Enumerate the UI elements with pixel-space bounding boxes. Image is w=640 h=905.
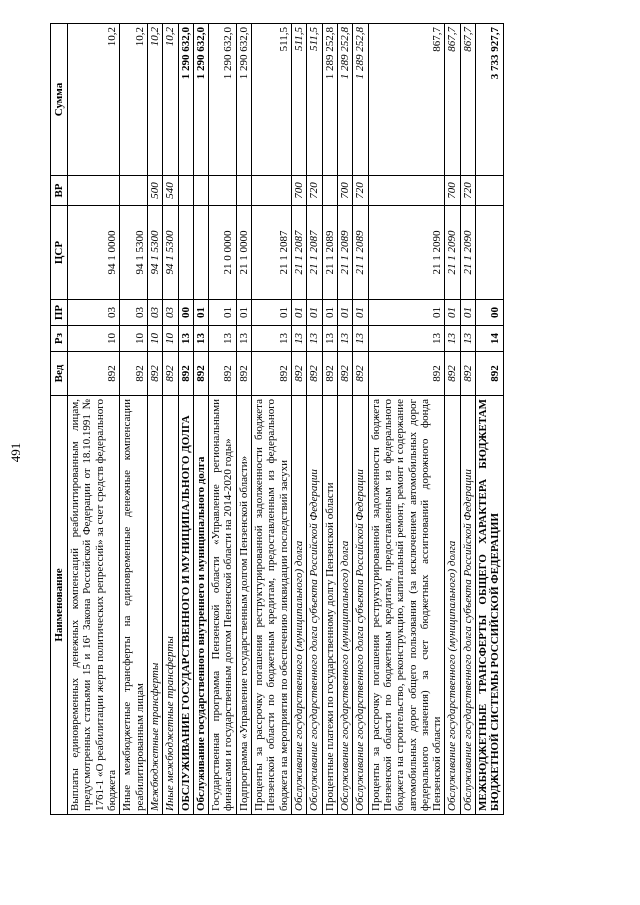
cell-name: Выплаты единовременных денежных компенсаций реабилитированным лицам, предусмотренных статьями 15 и 16¹ Закона Российской Федерации от 18.10.1991 № 1761-1 «О реабилитации жертв политических репрессий» за счет средств федерального бюджета	[68, 396, 120, 815]
cell-ved: 892	[163, 352, 178, 396]
budget-table	[50, 23, 504, 815]
cell-sum: 10,2	[147, 24, 162, 176]
cell-vr	[476, 176, 504, 206]
cell-pr: 03	[120, 300, 148, 326]
cell-name: Обслуживание государственного долга субъекта Российской Федерации	[353, 396, 368, 815]
table-row	[368, 24, 445, 815]
cell-csr: 21 0 0000	[209, 206, 237, 300]
cell-ved: 892	[193, 352, 208, 396]
cell-vr	[193, 176, 208, 206]
header-rz: Рз	[51, 326, 68, 352]
table-row	[178, 24, 193, 815]
cell-sum: 511,5	[252, 24, 292, 176]
cell-csr: 94 1 5300	[163, 206, 178, 300]
header-sum: Сумма	[51, 24, 68, 176]
cell-rz: 13	[353, 326, 368, 352]
cell-name: ОБСЛУЖИВАНИЕ ГОСУДАРСТВЕННОГО И МУНИЦИПАЛЬНОГО ДОЛГА	[178, 396, 193, 815]
cell-name: Обслуживание государственного (муниципального) долга	[292, 396, 307, 815]
cell-vr	[68, 176, 120, 206]
cell-rz: 14	[476, 326, 504, 352]
table-body	[68, 24, 504, 815]
cell-pr: 01	[307, 300, 322, 326]
cell-sum: 867,7	[368, 24, 445, 176]
cell-ved: 892	[178, 352, 193, 396]
cell-pr: 00	[476, 300, 504, 326]
cell-name: Обслуживание государственного внутреннего и муниципального долга	[193, 396, 208, 815]
cell-rz: 13	[178, 326, 193, 352]
cell-csr: 94 1 5300	[147, 206, 162, 300]
cell-rz: 13	[236, 326, 251, 352]
header-csr: ЦСР	[51, 206, 68, 300]
cell-name: Обслуживание государственного (муниципального) долга	[337, 396, 352, 815]
cell-vr: 720	[307, 176, 322, 206]
cell-pr: 01	[353, 300, 368, 326]
cell-csr: 21 1 2087	[307, 206, 322, 300]
table-row	[120, 24, 148, 815]
header-ved: Вед	[51, 352, 68, 396]
cell-name: МЕЖБЮДЖЕТНЫЕ ТРАНСФЕРТЫ ОБЩЕГО ХАРАКТЕРА БЮДЖЕТАМ БЮДЖЕТНОЙ СИСТЕМЫ РОССИЙСКОЙ ФЕДЕРАЦИИ	[476, 396, 504, 815]
cell-vr	[209, 176, 237, 206]
cell-sum: 1 290 632,0	[236, 24, 251, 176]
table-row	[322, 24, 337, 815]
cell-csr: 21 1 2089	[322, 206, 337, 300]
table-row	[337, 24, 352, 815]
cell-rz: 13	[307, 326, 322, 352]
cell-vr	[368, 176, 445, 206]
header-vr: ВР	[51, 176, 68, 206]
cell-csr	[193, 206, 208, 300]
table-row	[209, 24, 237, 815]
cell-pr: 01	[193, 300, 208, 326]
cell-csr: 94 1 5300	[120, 206, 148, 300]
cell-pr: 03	[68, 300, 120, 326]
cell-csr: 21 1 0000	[236, 206, 251, 300]
cell-csr: 21 1 2089	[337, 206, 352, 300]
cell-ved: 892	[68, 352, 120, 396]
cell-rz: 13	[460, 326, 475, 352]
cell-vr	[322, 176, 337, 206]
cell-pr: 01	[337, 300, 352, 326]
table-row	[163, 24, 178, 815]
cell-csr: 21 1 2090	[445, 206, 460, 300]
cell-sum: 511,5	[292, 24, 307, 176]
cell-rz: 13	[193, 326, 208, 352]
table-row	[68, 24, 120, 815]
cell-sum: 3 733 927,7	[476, 24, 504, 176]
cell-vr: 540	[163, 176, 178, 206]
cell-ved: 892	[209, 352, 237, 396]
cell-pr: 01	[252, 300, 292, 326]
cell-ved: 892	[460, 352, 475, 396]
cell-rz: 10	[163, 326, 178, 352]
cell-csr: 21 1 2087	[252, 206, 292, 300]
cell-sum: 1 289 252,8	[353, 24, 368, 176]
cell-name: Иные межбюджетные трансферты	[163, 396, 178, 815]
cell-csr: 21 1 2089	[353, 206, 368, 300]
table-row	[460, 24, 475, 815]
cell-ved: 892	[292, 352, 307, 396]
cell-ved: 892	[236, 352, 251, 396]
header-name: Наименование	[51, 396, 68, 815]
cell-pr: 01	[292, 300, 307, 326]
cell-sum: 867,7	[460, 24, 475, 176]
cell-rz: 10	[120, 326, 148, 352]
table-row	[147, 24, 162, 815]
cell-rz: 10	[147, 326, 162, 352]
cell-pr: 01	[322, 300, 337, 326]
cell-vr: 700	[445, 176, 460, 206]
cell-sum: 1 290 632,0	[193, 24, 208, 176]
cell-sum: 10,2	[120, 24, 148, 176]
cell-name: Проценты за рассрочку погашения реструктурированной задолженности бюджета Пензенской области по бюджетным кредитам, предоставленным из федерального бюджета на строительство, реконструкцию, капитальный ремонт, ремонт и содержание автомобильных дорог общего пользования (за исключением автомобильных дорог федерального значения) за счет бюджетных ассигнований дорожного фонда Пензенской области	[368, 396, 445, 815]
cell-ved: 892	[353, 352, 368, 396]
table-row	[193, 24, 208, 815]
cell-csr: 21 1 2090	[368, 206, 445, 300]
cell-vr	[252, 176, 292, 206]
cell-sum: 1 289 252,8	[322, 24, 337, 176]
cell-ved: 892	[307, 352, 322, 396]
cell-sum: 867,7	[445, 24, 460, 176]
cell-vr: 500	[147, 176, 162, 206]
cell-rz: 13	[368, 326, 445, 352]
cell-rz: 13	[209, 326, 237, 352]
cell-ved: 892	[120, 352, 148, 396]
cell-rz: 10	[68, 326, 120, 352]
cell-name: Обслуживание государственного (муниципального) долга	[445, 396, 460, 815]
cell-vr	[236, 176, 251, 206]
cell-csr: 21 1 2090	[460, 206, 475, 300]
cell-sum: 1 289 252,8	[337, 24, 352, 176]
cell-name: Межбюджетные трансферты	[147, 396, 162, 815]
cell-rz: 13	[322, 326, 337, 352]
cell-sum: 10,2	[163, 24, 178, 176]
cell-name: Процентные платежи по государственному долгу Пензенской области	[322, 396, 337, 815]
cell-vr: 700	[337, 176, 352, 206]
cell-vr: 720	[460, 176, 475, 206]
cell-ved: 892	[337, 352, 352, 396]
table-row	[476, 24, 504, 815]
cell-pr: 01	[236, 300, 251, 326]
table-row	[236, 24, 251, 815]
cell-pr: 03	[147, 300, 162, 326]
table-header-row	[51, 24, 68, 815]
cell-sum: 10,2	[68, 24, 120, 176]
cell-ved: 892	[476, 352, 504, 396]
cell-name: Государственная программа Пензенской области «Управление региональными финансами и государственным долгом Пензенской области на 2014-2020 годы»	[209, 396, 237, 815]
cell-vr	[178, 176, 193, 206]
table-row	[445, 24, 460, 815]
cell-vr	[120, 176, 148, 206]
cell-sum: 1 290 632,0	[209, 24, 237, 176]
cell-sum: 1 290 632,0	[178, 24, 193, 176]
cell-pr: 00	[178, 300, 193, 326]
cell-rz: 13	[445, 326, 460, 352]
cell-pr: 01	[368, 300, 445, 326]
cell-name: Проценты за рассрочку погашения реструктурированной задолженности бюджета Пензенской области по бюджетным кредитам, предоставленным из федерального бюджета на мероприятия по обеспечению ликвидации последствий засухи	[252, 396, 292, 815]
cell-csr: 94 1 0000	[68, 206, 120, 300]
cell-ved: 892	[147, 352, 162, 396]
cell-ved: 892	[252, 352, 292, 396]
cell-rz: 13	[252, 326, 292, 352]
cell-name: Обслуживание государственного долга субъекта Российской Федерации	[307, 396, 322, 815]
table-row	[292, 24, 307, 815]
cell-ved: 892	[368, 352, 445, 396]
cell-ved: 892	[445, 352, 460, 396]
cell-csr	[178, 206, 193, 300]
cell-pr: 03	[163, 300, 178, 326]
cell-pr: 01	[445, 300, 460, 326]
cell-csr: 21 1 2087	[292, 206, 307, 300]
cell-name: Иные межбюджетные трансферты на единовременные денежные компенсации реабилитированным лицам	[120, 396, 148, 815]
cell-csr	[476, 206, 504, 300]
page-number: 491	[8, 442, 23, 463]
cell-sum: 511,5	[307, 24, 322, 176]
table-row	[252, 24, 292, 815]
cell-name: Подпрограмма «Управление государственным долгом Пензенской области»	[236, 396, 251, 815]
cell-ved: 892	[322, 352, 337, 396]
cell-vr: 720	[353, 176, 368, 206]
cell-vr: 700	[292, 176, 307, 206]
cell-rz: 13	[337, 326, 352, 352]
header-pr: ПР	[51, 300, 68, 326]
cell-pr: 01	[209, 300, 237, 326]
table-row	[353, 24, 368, 815]
cell-name: Обслуживание государственного долга субъекта Российской Федерации	[460, 396, 475, 815]
cell-pr: 01	[460, 300, 475, 326]
cell-rz: 13	[292, 326, 307, 352]
table-row	[307, 24, 322, 815]
